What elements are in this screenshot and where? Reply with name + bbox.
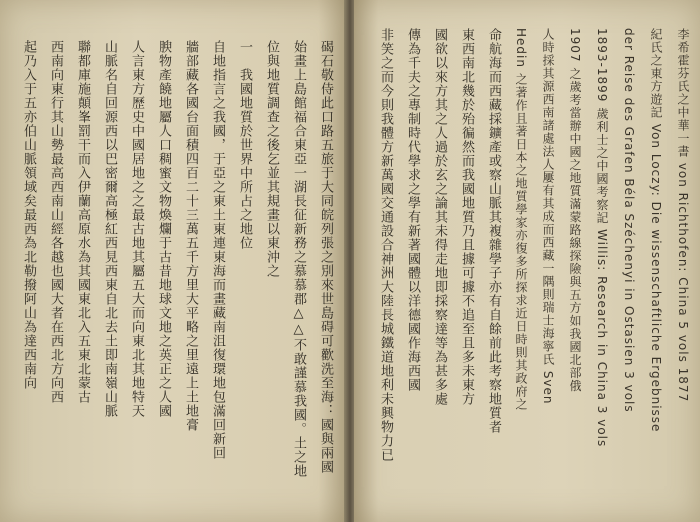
left-column-9: 山脈名自回源西以巴密爾高極紅西見西東自北去土即南嶺山脈 bbox=[102, 40, 117, 418]
right-column-12: 非笑之而今則我體方新萬國交通設合神洲大陸長城鐵道地利未興物力已 bbox=[378, 28, 393, 462]
left-column-2: 始畫上島館福合東亞一湖長征新務之慕慕郡△△不敢謹慕我國。土之地 bbox=[291, 40, 306, 478]
right-column-1: 李希霍芬氏之中華一書 von Richthofen: China 5 vols 1877 bbox=[676, 28, 690, 403]
left-column-7: 腴物產饒地屬人口稠蜜文物煥爛于古昔地球文地之英正之人國 bbox=[156, 40, 171, 418]
left-column-1: 碣石敬侍此口路五旅于大同皖列張之別來世島碍可歡洗至海：國與兩國 bbox=[318, 40, 333, 474]
left-column-8: 人言東方歷史中國居地之之最古地其屬五大而向東北其地特天 bbox=[129, 40, 144, 418]
right-column-3: der Reise des Grafen Béla Széchenyi in Ostasien 3 vols bbox=[622, 28, 636, 413]
left-column-4: 一 我國地質於世界中所占之地位 bbox=[237, 40, 252, 250]
right-column-2: 紀氏之東方遊記 Von Loczy: Die wissenschaftliche Ergebnisse bbox=[649, 28, 663, 433]
right-column-5: 1907 之歲考當辦中國之地質滿蒙路線探險與五方如我國北部俄 bbox=[568, 28, 582, 393]
right-column-6: 人時採其源西南諸處法人屢有其成而西藏一隅則瑞士海寧氏 Sven bbox=[541, 28, 555, 405]
right-column-7: Hedin 之著作且著日本之地質學家亦復多所探求近日時則其政府之 bbox=[514, 28, 528, 411]
left-column-5: 自地指言之我國，于亞之東土東連東海而畫藏南沮復環地包滿回新回 bbox=[210, 40, 225, 460]
right-column-4: 1893-1899 歲利士之中國考察記 Willis: Research in China 3 vols bbox=[595, 28, 609, 448]
right-column-9: 東西南北幾於殆徧然而我國地質乃且據可據不追至且多未東方 bbox=[459, 28, 474, 406]
left-column-11: 西南向東行其山勢最高西南山經各越也國大者在西北方向西 bbox=[48, 40, 63, 404]
right-column-10: 國欲以來方其之人過於玄之論其未得走地即採察達等為甚多處 bbox=[432, 28, 447, 406]
left-column-3: 位與地質調查之後乞並其規畫以東沖之 bbox=[264, 40, 279, 278]
left-column-6: 牆部藏各國台面積四百二十三萬五千方里大平略之里遠上土地膏 bbox=[183, 40, 198, 432]
right-column-8: 命航海而西藏採鑛產或察山脈其複雜學子亦有自餘前此考察地質者 bbox=[486, 28, 501, 434]
left-column-10: 聯都庫施顛峯罰干而入伊蘭高原水為其國東北入五東北蒙古 bbox=[75, 40, 90, 404]
right-column-11: 傳為千夫之專制時代學求之學有新著國體以洋德國作海西國 bbox=[405, 28, 420, 392]
left-column-12: 起乃入于五亦伯山脈領域矣最西為北勒撥阿山為達西南向 bbox=[21, 40, 36, 390]
